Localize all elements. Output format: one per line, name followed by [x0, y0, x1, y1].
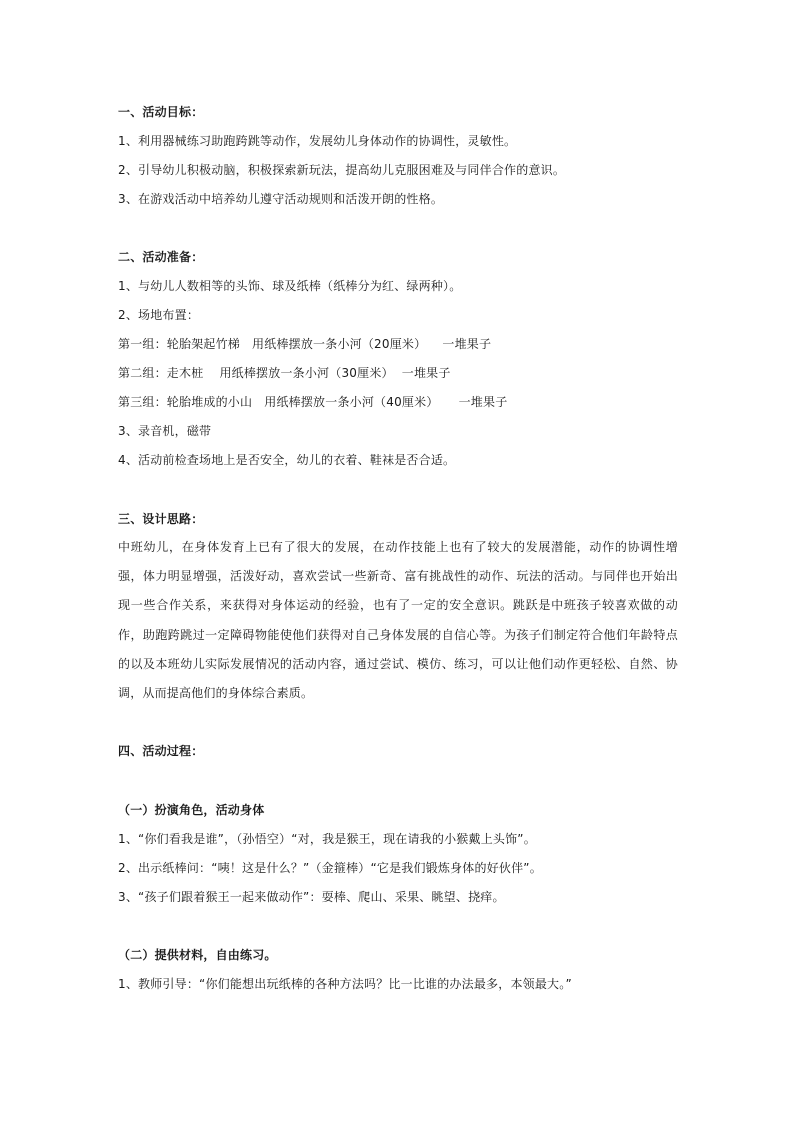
section-2-group-1: 第一组：轮胎架起竹梯 用纸棒摆放一条小河（20厘米） 一堆果子	[118, 337, 492, 351]
section-1-item-2: 2、引导幼儿积极动脑，积极探索新玩法，提高幼儿克服困难及与同伴合作的意识。	[118, 163, 566, 177]
subsection-1-item-2: 2、出示纸棒问：“咦！这是什么？”（金箍棒）“它是我们锻炼身体的好伙伴”。	[118, 861, 542, 875]
subsection-1-item-3: 3、“孩子们跟着猴王一起来做动作”：耍棒、爬山、采果、眺望、挠痒。	[118, 890, 505, 904]
section-1-item-3: 3、在游戏活动中培养幼儿遵守活动规则和活泼开朗的性格。	[118, 192, 444, 206]
section-3-title: 三、设计思路：	[118, 512, 204, 526]
section-1-item-1: 1、利用器械练习助跑跨跳等动作，发展幼儿身体动作的协调性，灵敏性。	[118, 134, 517, 148]
section-3-paragraph: 中班幼儿，在身体发育上已有了很大的发展，在动作技能上也有了较大的发展潜能，动作的协调性增强，体力明显增强，活泼好动，喜欢尝试一些新奇、富有挑战性的动作、玩法的活动。与同伴也开始出现一些合作关系，来获得对身体运动的经验，也有了一定的安全意识。跳跃是中班孩子较喜欢做的动作，助跑跨跳过一定障碍物能使他们获得对自己身体发展的自信心等。为孩子们制定符合他们年龄特点的以及本班幼儿实际发展情况的活动内容，通过尝试、模仿、练习，可以让他们动作更轻松、自然、协调，从而提高他们的身体综合素质。	[118, 540, 678, 701]
section-1-title: 一、活动目标：	[118, 105, 204, 119]
subsection-1-title: （一）扮演角色，活动身体	[118, 803, 265, 817]
section-2-group-3: 第三组：轮胎堆成的小山 用纸棒摆放一条小河（40厘米） 一堆果子	[118, 395, 508, 409]
section-2-item-3: 3、录音机，磁带	[118, 424, 212, 438]
section-2-item-4: 4、活动前检查场地上是否安全，幼儿的衣着、鞋袜是否合适。	[118, 453, 456, 467]
section-2-item-1: 1、与幼儿人数相等的头饰、球及纸棒（纸棒分为红、绿两种）。	[118, 279, 462, 293]
section-2-item-2: 2、场地布置：	[118, 308, 200, 322]
subsection-2-item-1: 1、教师引导：“你们能想出玩纸棒的各种方法吗？比一比谁的办法最多，本领最大。”	[118, 977, 572, 991]
section-2-group-2: 第二组：走木桩 用纸棒摆放一条小河（30厘米） 一堆果子	[118, 366, 451, 380]
section-2-title: 二、活动准备：	[118, 250, 204, 264]
section-4-title: 四、活动过程：	[118, 744, 204, 758]
subsection-1-item-1: 1、“你们看我是谁”，（孙悟空）“对，我是猴王，现在请我的小猴戴上头饰”。	[118, 832, 536, 846]
subsection-2-title: （二）提供材料，自由练习。	[118, 948, 277, 962]
